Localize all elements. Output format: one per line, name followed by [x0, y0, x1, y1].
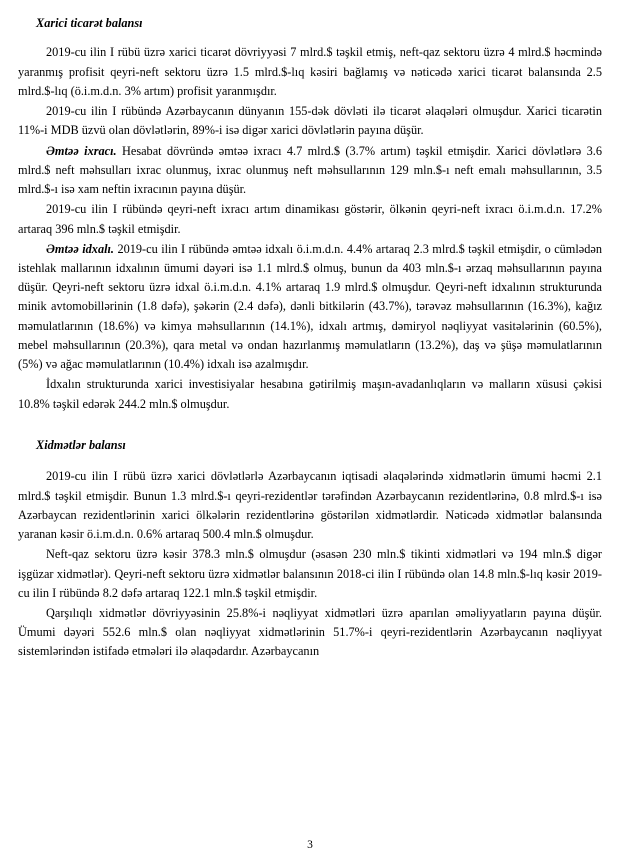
paragraph-text: 2019-cu ilin I rübü üzrə xarici ticarət dövriyyəsi 7 mlrd.$ təşkil etmiş, neft-qaz sektoru üzrə 4 mlrd.$ həcmində yaranmış profisit qeyri-neft sektoru üzrə 1.5 mlrd.$-lıq kəsiri bağlamış və nəticədə xarici ticarət balansında 2.5 mlrd.$-lıq (ö.i.m.d.n. 3% artım) profisit yaranmışdır. — [18, 45, 602, 98]
paragraph-text: Hesabat dövründə əmtəə ixracı 4.7 mlrd.$ (3.7% artım) təşkil etmişdir. Xarici dövlətlərə 3.6 mlrd.$ neft məhsulları ixrac olunmuş, ixrac olunmuş neft məhsullarının 129 mln.$-ı neft emalı məhsullarının, 3.5 mlrd.$-ı isə xam neftin ixracının payına düşür. — [18, 143, 602, 197]
paragraph-text: Qarşılıqlı xidmətlər dövriyyəsinin 25.8%-i nəqliyyat xidmətləri üzrə aparılan əməliyyatların payına düşür. Ümumi dəyəri 552.6 mln.$ olan nəqliyyat xidmətlərinin 51.7%-i qeyri-rezidentlərin Azərbaycanın nəqliyyat sistemlərindən istifadə etmələri ilə əlaqədardır. Azərbaycanın — [18, 605, 602, 659]
paragraph — [18, 375, 602, 413]
paragraph — [18, 43, 602, 101]
page-number: 3 — [307, 839, 313, 851]
paragraph — [18, 240, 602, 375]
paragraph-text: 2019-cu ilin I rübündə Azərbaycanın dünyanın 155-dək dövləti ilə ticarət əlaqələri olmuşdur. Xarici ticarətin 11%-i MDB üzvü olan dövlətlərin, 89%-i isə digər xarici dövlətlərin payına düşür. — [18, 104, 602, 138]
paragraph — [18, 142, 602, 200]
paragraph-lead: Əmtəə idxalı. — [46, 241, 114, 256]
paragraph-lead: Əmtəə ixracı. — [46, 143, 117, 158]
paragraph-text: Neft-qaz sektoru üzrə kəsir 378.3 mln.$ olmuşdur (əsasən 230 mln.$ tikinti xidmətləri və 194 mln.$ digər işgüzar xidmətlər). Qeyri-neft sektoru üzrə xidmətlər balansının 2018-ci ilin I rübündə olan 14.8 mln.$-lıq kəsir 2019-cu ilin I rübündə 8.2 dəfə artaraq 122.1 mln.$ təşkil etmişdir. — [18, 547, 602, 600]
paragraph-text: 2019-cu ilin I rübündə qeyri-neft ixracı artım dinamikası göstərir, ölkənin qeyri-neft ixracı ö.i.m.d.n. 17.2% artaraq 396 mln.$ təşkil etmişdir. — [18, 202, 602, 236]
paragraph-text: 2019-cu ilin I rübündə əmtəə idxalı ö.i.m.d.n. 4.4% artaraq 2.3 mlrd.$ təşkil etmişdir, o cümlədən istehlak mallarının idxalının ümumi dəyəri isə 1.1 mlrd.$ olmuş, bunun da 403 mln.$-ı ərzaq məhsullarının payına düşür. Qeyri-neft sektoru üzrə idxal ö.i.m.d.n. 4.1% artaraq 1.9 mlrd.$ olmuşdur. Qeyri-neft idxalının strukturunda minik avtomobillərinin (1.8 dəfə), şəkərin (2.4 dəfə), dənli bitkilərin (43.7%), tərəvəz məhsullarının (16.3%), kağız məmulatlarının (18.6%) və kimya məhsullarının (14.1%), idxalı artmış, dəmiryol nəqliyyat vasitələrinin (60.5%), mebel məhsullarının (20.3%), qara metal və ondan hazırlanmış məmulatların (13.2%), daş və şüşə məmulatlarının (5%) və ağac məmulatlarının (10.4%) idxalı isə azalmışdır. — [18, 241, 602, 372]
paragraph-text: İdxalın strukturunda xarici investisiyalar hesabına gətirilmiş maşın-avadanlıqların və malların xüsusi çəkisi 10.8% təşkil edərək 244.2 mln.$ olmuşdur. — [18, 377, 602, 411]
paragraph — [18, 102, 602, 140]
paragraph — [18, 604, 602, 662]
paragraph-text: 2019-cu ilin I rübü üzrə xarici dövlətlərlə Azərbaycanın iqtisadi əlaqələrində xidmətlərin ümumi həcmi 2.1 mlrd.$ təşkil etmişdir. Bunun 1.3 mlrd.$-ı qeyri-rezidentlər tərəfindən Azərbaycanın rezidentlərinə, 0.8 mlrd.$-ı isə Azərbaycan rezidentlərinin xarici ölkələrin rezidentlərinə göstərilən xidmətlərdir. Nəticədə xidmətlər balansında yaranan kəsir ö.i.m.d.n. 0.6% artaraq 500.4 mln.$ olmuşdur. — [18, 469, 602, 542]
section-heading-services-balance: Xidmətlər balansı — [36, 437, 126, 452]
paragraph — [18, 545, 602, 603]
paragraph — [18, 467, 602, 544]
paragraph — [18, 200, 602, 238]
section-heading-trade-balance: Xarici ticarət balansı — [36, 16, 143, 30]
